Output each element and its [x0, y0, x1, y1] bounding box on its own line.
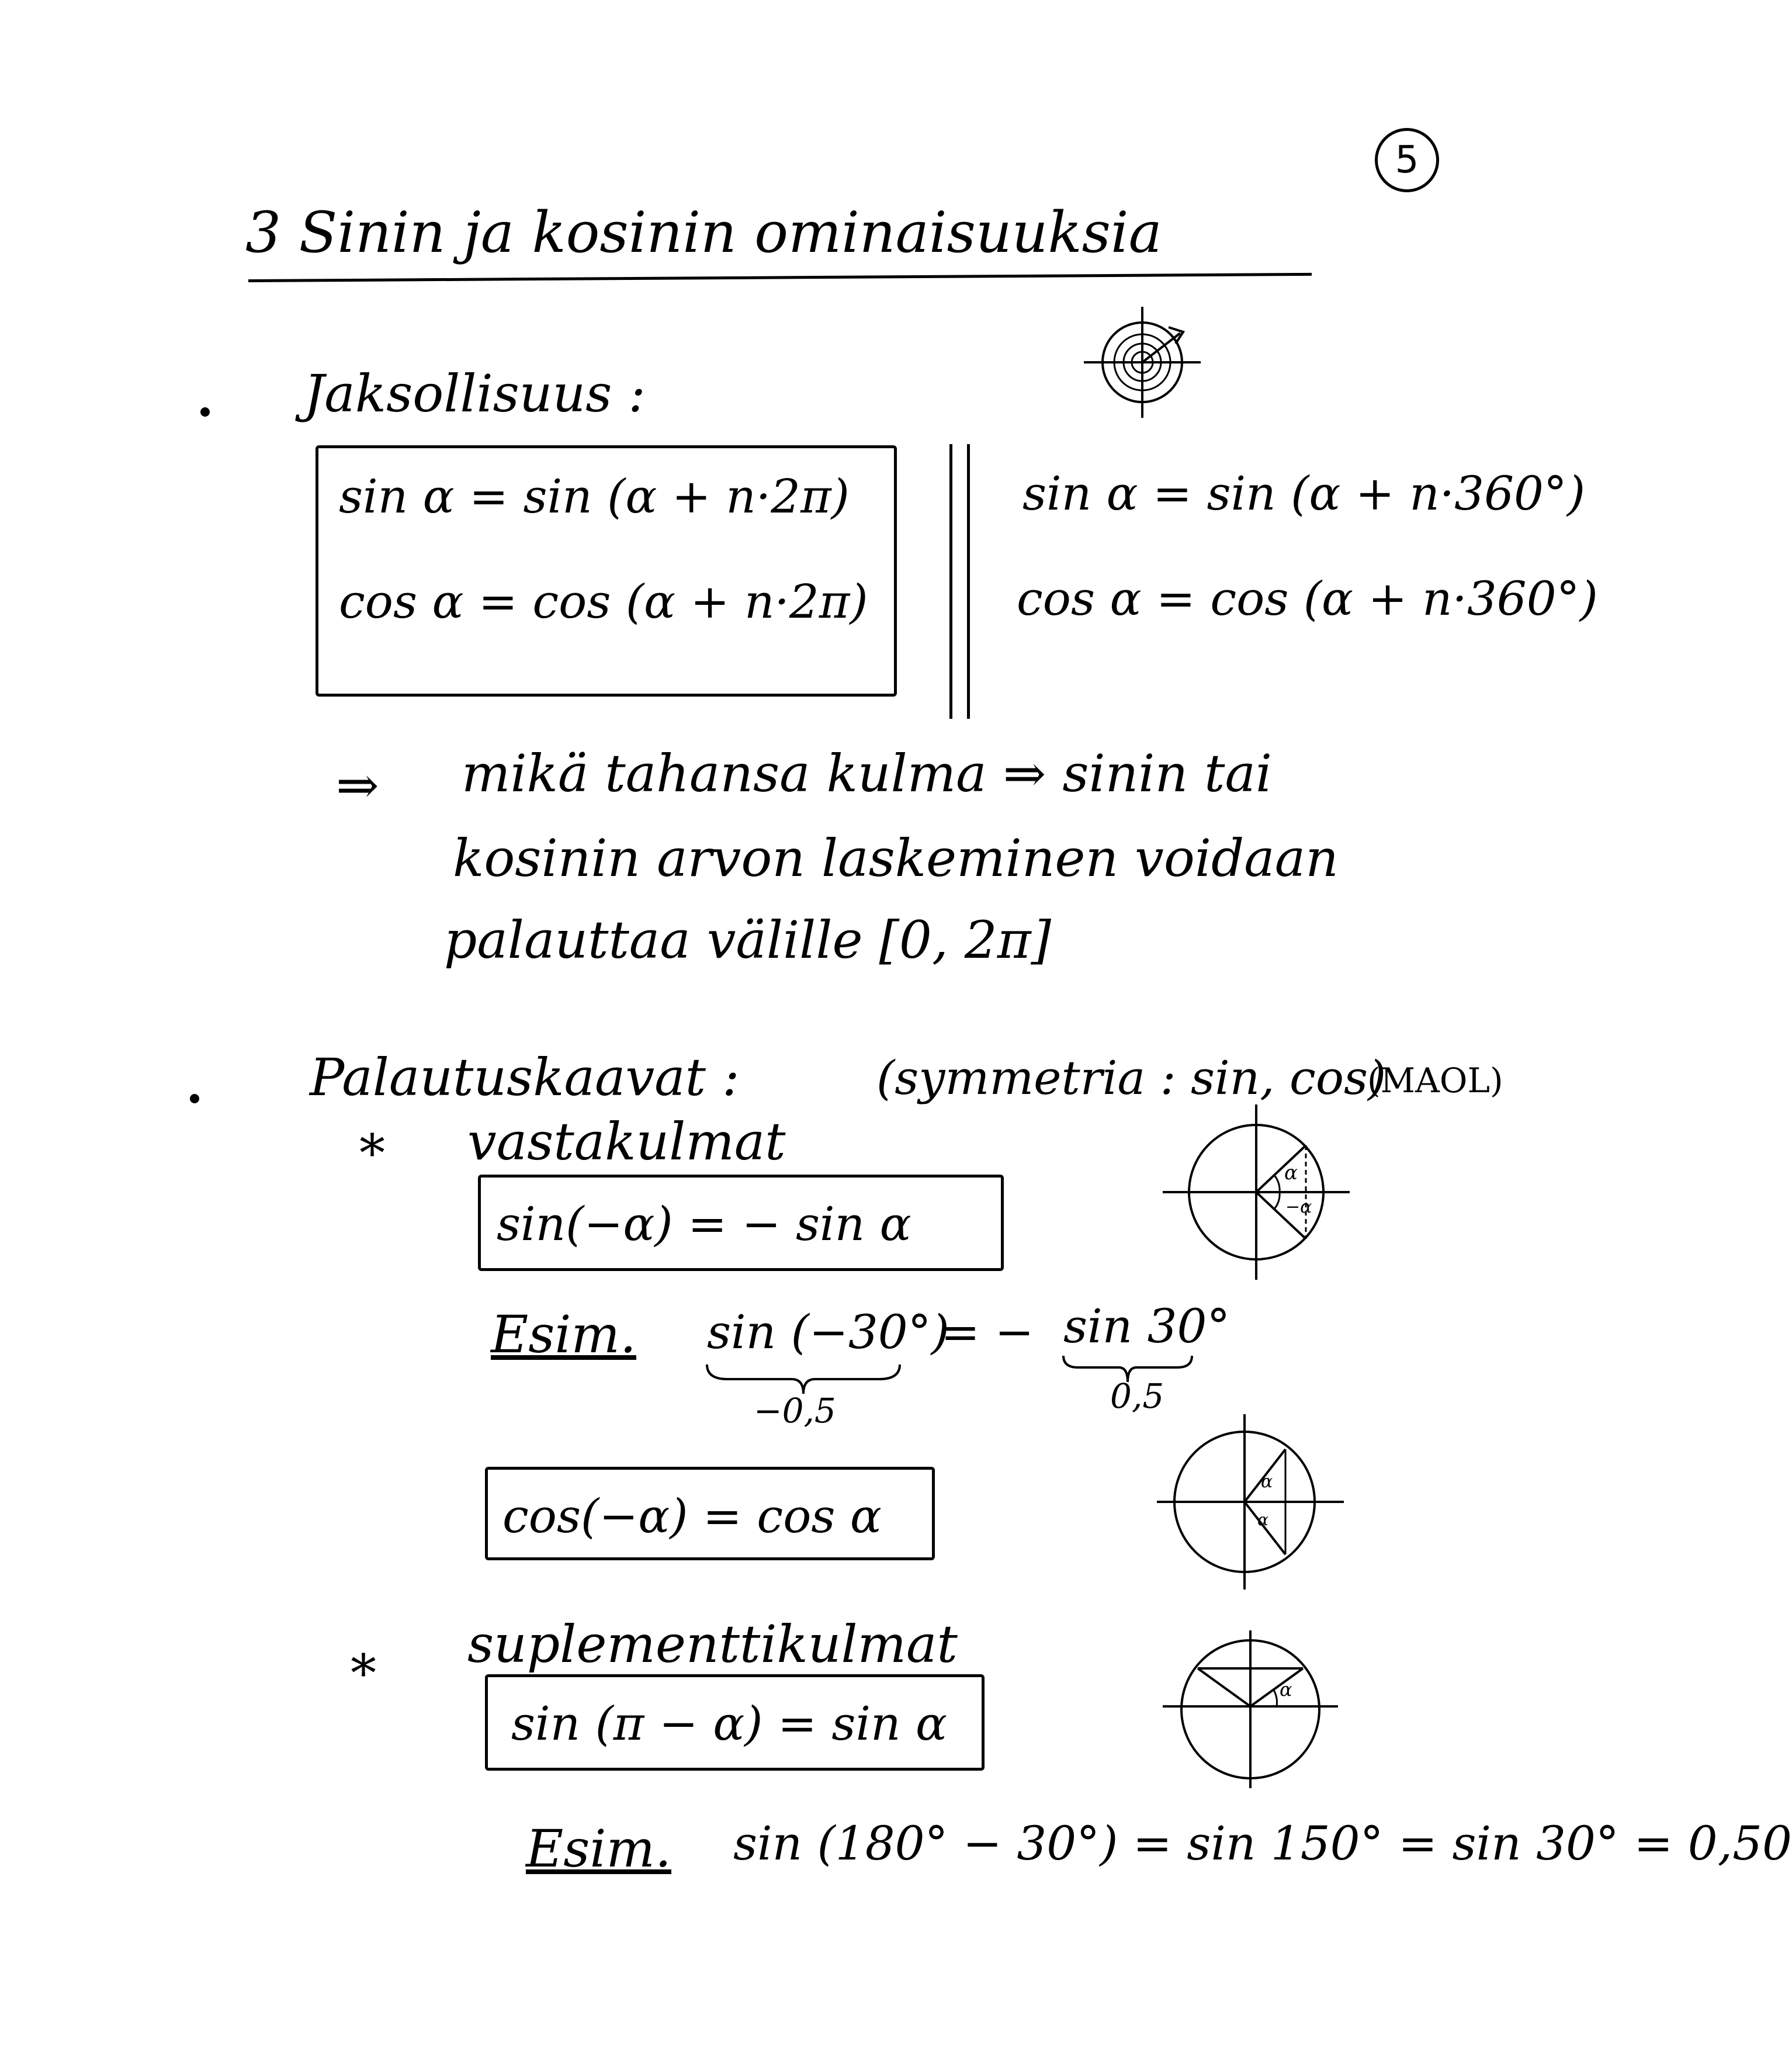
- periodicity-cos-formula: cos α = cos (α + n·2π): [339, 574, 868, 629]
- diagram2-angle-top: α: [1261, 1471, 1273, 1492]
- page-title: 3 Sinin ja kosinin ominaisuuksia: [245, 200, 1162, 265]
- page-number: 5: [1375, 128, 1439, 192]
- section1-bullet: [200, 407, 210, 417]
- vastakulmat-example-rhs-value: 0,5: [1110, 1376, 1164, 1416]
- periodicity-cos-degrees: cos α = cos (α + n·360°): [1017, 572, 1598, 626]
- title-underline: [248, 273, 1312, 282]
- suplementtikulmat-star: *: [351, 1643, 376, 1703]
- maol-aside: (MAOL): [1367, 1061, 1503, 1100]
- suplementtikulmat-example-label: Esim.: [526, 1819, 671, 1879]
- section1-heading: Jaksollisuus :: [304, 363, 646, 424]
- section2-bullet: [190, 1094, 199, 1103]
- suplementtikulmat-formula: sin (π − α) = sin α: [511, 1696, 948, 1751]
- section2-heading: Palautuskaavat :: [310, 1047, 740, 1107]
- vastakulmat-example-rhs: sin 30°: [1063, 1299, 1231, 1353]
- diagram2-angle-bottom: α: [1257, 1510, 1268, 1529]
- symmetria-aside: (symmetria : sin, cos): [876, 1051, 1387, 1105]
- vastakulmat-label: vastakulmat: [467, 1111, 786, 1172]
- vastakulmat-cos-formula: cos(−α) = cos α: [502, 1489, 882, 1543]
- vastakulmat-star: *: [359, 1123, 385, 1183]
- vastakulmat-example-equals: = −: [941, 1305, 1034, 1359]
- vastakulmat-example-lhs: sin (−30°): [707, 1305, 949, 1359]
- diagram1-angle-top: α: [1284, 1161, 1298, 1185]
- periodicity-note-line3: palauttaa välille [0, 2π]: [444, 910, 1051, 970]
- periodicity-sin-degrees: sin α = sin (α + n·360°): [1022, 466, 1586, 521]
- unit-circle-diagram-negative-angle-icon: [1163, 1104, 1350, 1280]
- diagram3-angle: α: [1280, 1678, 1292, 1701]
- unit-circle-diagram-supplement-icon: [1163, 1630, 1338, 1788]
- periodicity-sin-formula: sin α = sin (α + n·2π): [339, 469, 850, 524]
- vastakulmat-example-label: Esim.: [491, 1304, 636, 1365]
- double-bar-left: [949, 444, 952, 719]
- periodicity-note-line1: mikä tahansa kulma ⇒ sinin tai: [462, 743, 1273, 804]
- vastakulmat-example-lhs-value: −0,5: [754, 1391, 836, 1431]
- suplementtikulmat-label: suplementtikulmat: [467, 1614, 958, 1674]
- vastakulmat-sin-formula: sin(−α) = − sin α: [497, 1197, 911, 1251]
- suplementtikulmat-example: sin (180° − 30°) = sin 150° = sin 30° = 0,50: [733, 1816, 1792, 1871]
- diagram1-angle-bottom: −α: [1285, 1197, 1312, 1217]
- unit-circle-diagram-cos-icon: [1157, 1414, 1344, 1590]
- double-bar-right: [967, 444, 970, 719]
- implies-arrow: ⇒: [336, 755, 379, 815]
- periodicity-note-line2: kosinin arvon laskeminen voidaan: [453, 828, 1339, 888]
- unit-circle-sketch-icon: [1081, 304, 1204, 421]
